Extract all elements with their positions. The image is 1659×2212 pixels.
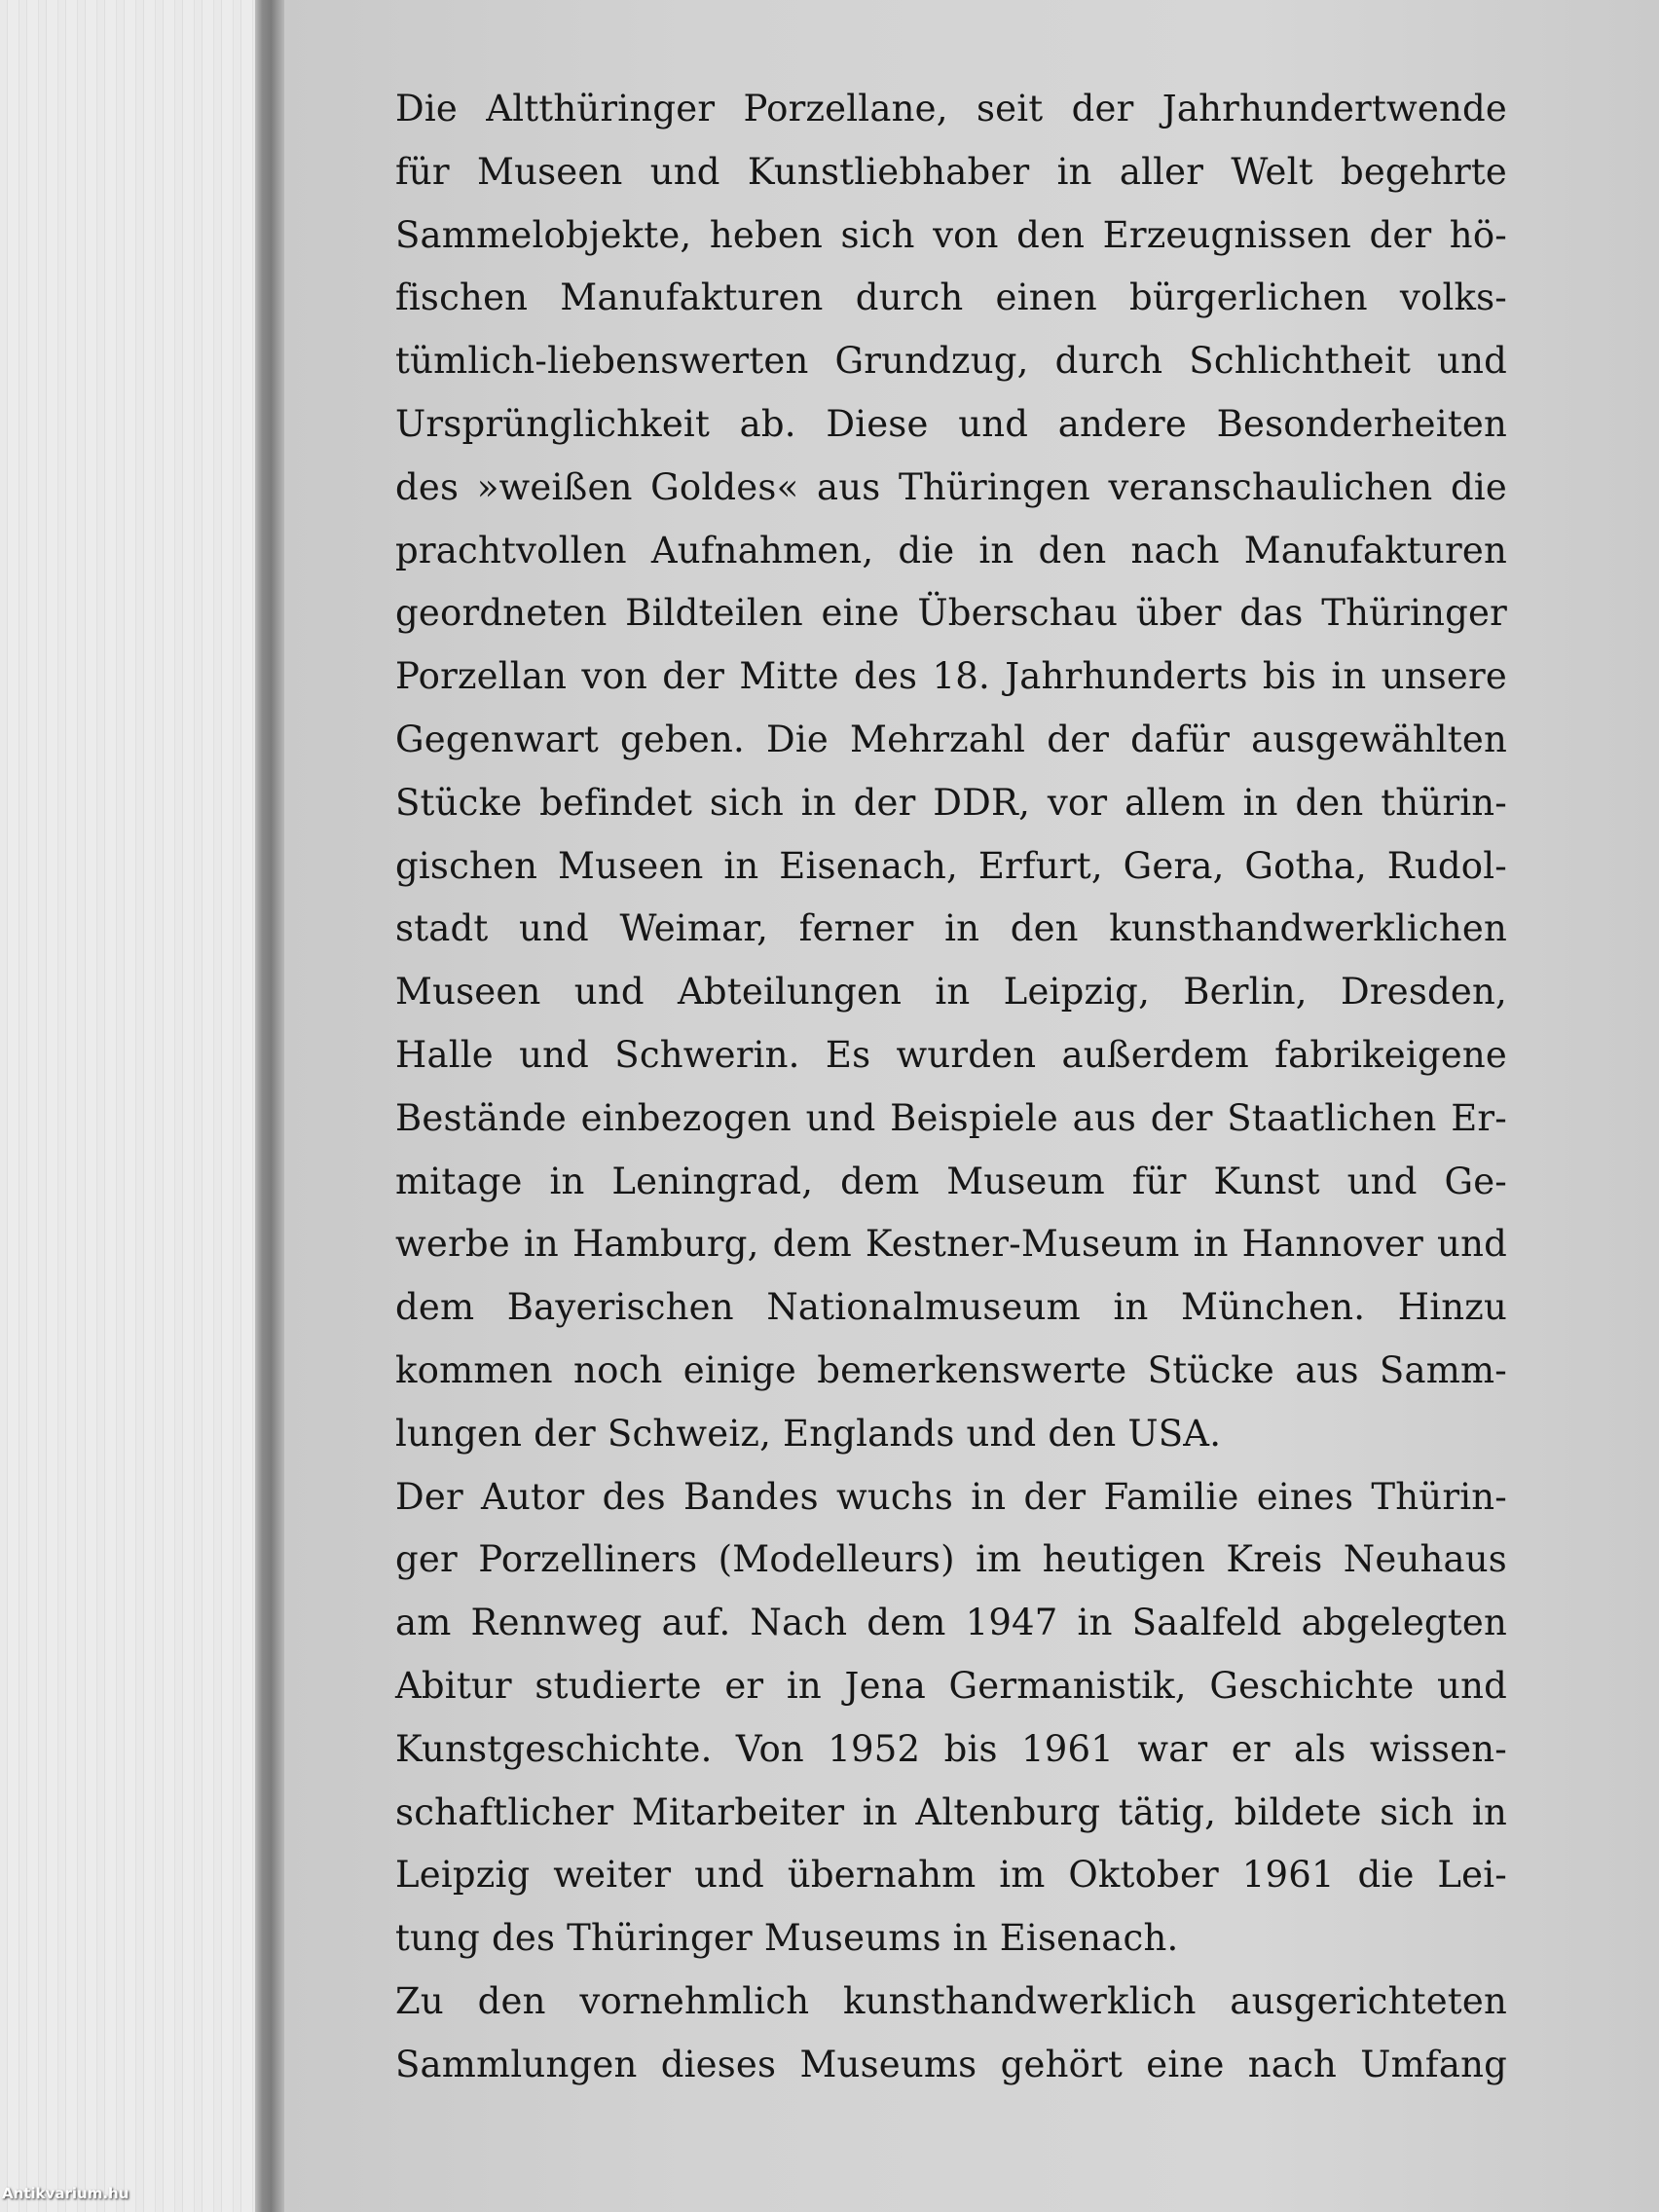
text-line: Leipzig weiter und übernahm im Oktober 1961 die Lei- (395, 1854, 1507, 1897)
text-line: Gegenwart geben. Die Mehrzahl der dafür ausgewählten (395, 718, 1507, 760)
text-line: Der Autor des Bandes wuchs in der Familie eines Thürin- (395, 1475, 1507, 1518)
text-line: Ursprünglichkeit ab. Diese und andere Besonderheiten (395, 402, 1507, 445)
text-line: Abitur studierte er in Jena Germanistik, Geschichte und (395, 1664, 1507, 1707)
text-line: Sammlungen dieses Museums gehört eine nach Umfang (395, 2043, 1507, 2085)
text-line: prachtvollen Aufnahmen, die in den nach Manufakturen (395, 529, 1507, 571)
text-line: stadt und Weimar, ferner in den kunsthandwerklichen (395, 907, 1507, 950)
body-text (395, 78, 1507, 2097)
text-line: am Rennweg auf. Nach dem 1947 in Saalfeld abgelegten (395, 1602, 1507, 1644)
text-line: tümlich-liebenswerten Grundzug, durch Schlichtheit und (395, 340, 1507, 383)
text-line: werbe in Hamburg, dem Kestner-Museum in Hannover und (395, 1223, 1507, 1266)
text-line: gischen Museen in Eisenach, Erfurt, Gera, Gotha, Rudol- (395, 844, 1507, 887)
text-line: dem Bayerischen Nationalmuseum in München. Hinzu (395, 1286, 1507, 1329)
text-line: Sammelobjekte, heben sich von den Erzeugnissen der hö- (395, 213, 1507, 256)
text-line: Bestände einbezogen und Beispiele aus der Staatlichen Er- (395, 1096, 1507, 1139)
watermark: Antikvarium.hu (2, 2185, 129, 2202)
text-line: geordneten Bildteilen eine Überschau über das Thüringer (395, 592, 1507, 635)
text-line: Zu den vornehmlich kunsthandwerklich ausgerichteten (395, 1979, 1507, 2022)
text-line: fischen Manufakturen durch einen bürgerlichen volks- (395, 276, 1507, 319)
text-line: Kunstgeschichte. Von 1952 bis 1961 war er als wissen- (395, 1727, 1507, 1770)
text-line: tung des Thüringer Museums in Eisenach. (395, 1917, 1179, 1960)
text-line: Museen und Abteilungen in Leipzig, Berlin, Dresden, (395, 971, 1507, 1014)
text-line: kommen noch einige bemerkenswerte Stücke aus Samm- (395, 1348, 1507, 1391)
text-line: lungen der Schweiz, Englands und den USA. (395, 1412, 1222, 1455)
page-edge-shadow (255, 0, 284, 2212)
text-line: Stücke befindet sich in der DDR, vor allem in den thürin- (395, 781, 1507, 824)
text-line: ger Porzelliners (Modelleurs) im heutigen Kreis Neuhaus (395, 1538, 1507, 1581)
text-line: mitage in Leningrad, dem Museum für Kunst und Ge- (395, 1160, 1507, 1202)
text-line: für Museen und Kunstliebhaber in aller Welt begehrte (395, 150, 1507, 193)
text-line: Die Altthüringer Porzellane, seit der Jahrhundertwende (395, 88, 1507, 129)
facing-page (0, 0, 261, 2212)
text-line: schaftlicher Mitarbeiter in Altenburg tätig, bildete sich in (395, 1790, 1507, 1833)
text-line: des »weißen Goldes« aus Thüringen veranschaulichen die (395, 465, 1507, 508)
text-line: Halle und Schwerin. Es wurden außerdem fabrikeigene (395, 1033, 1507, 1076)
text-line: Porzellan von der Mitte des 18. Jahrhunderts bis in unsere (395, 655, 1507, 698)
